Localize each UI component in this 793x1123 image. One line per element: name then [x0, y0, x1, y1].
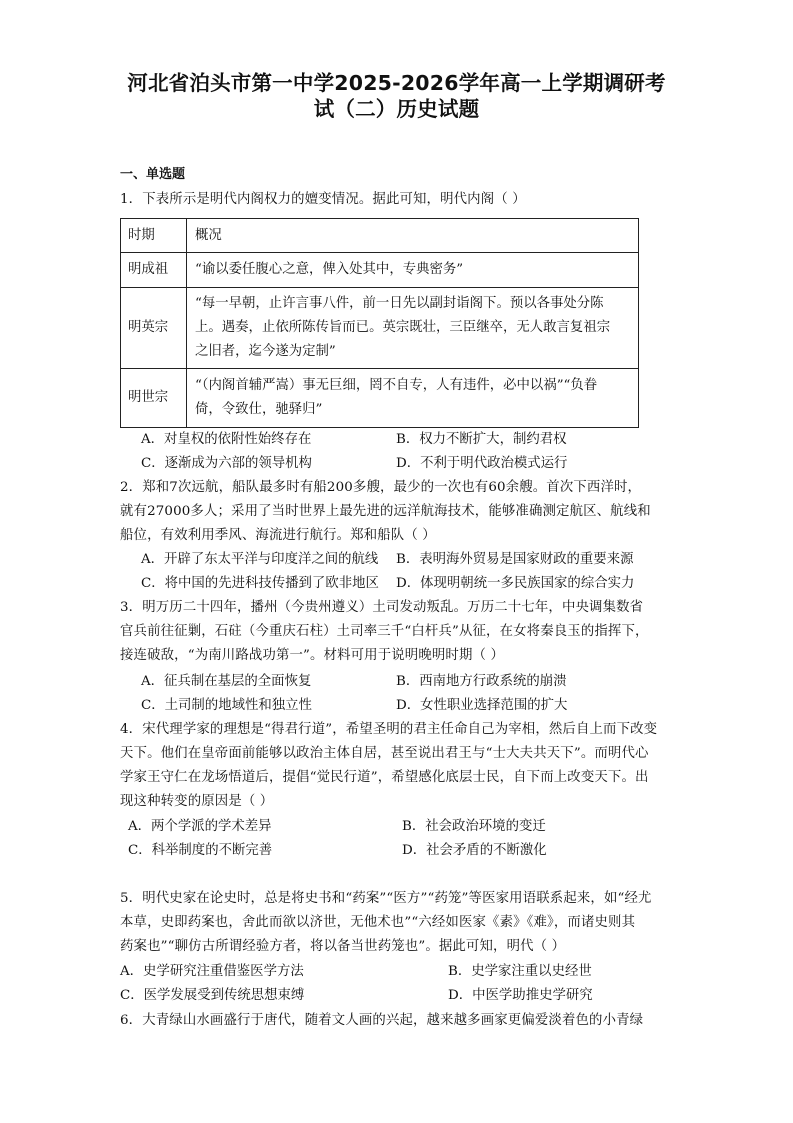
q5-option-c[interactable]: C．医学发展受到传统思想束缚: [120, 988, 305, 1003]
table-cell-description: [187, 253, 639, 288]
q4-stem-line: 天下。他们在皇帝面前能够以政治主体自居，甚至说出君王与“士大夫共天下”。而明代心: [120, 746, 649, 761]
q2-stem-line: 就有27000多人；采用了当时世界上最先进的远洋航海技术，能够准确测定航区、航线和: [120, 504, 651, 519]
table-cell-line: “谕以委任腹心之意，俾入处其中，专典密务”: [195, 262, 464, 277]
q3-option-b[interactable]: B．西南地方行政系统的崩溃: [396, 674, 567, 689]
q5-stem-line: 药案也”“聊仿古所谓经验方者，将以备当世药笼也”。据此可知，明代（ ）: [120, 939, 566, 954]
q5-stem-line: 本草，史即药案也，舍此而欲以济世，无他术也”“六经如医家《素》《难》，而诸史则其: [120, 915, 636, 930]
q2-option-a[interactable]: A．开辟了东太平洋与印度洋之间的航线: [141, 552, 379, 567]
table-row: [121, 253, 639, 288]
q4-stem-line: 现这种转变的原因是（ ）: [120, 794, 274, 809]
q2-stem-line: 船位，有效利用季风、海流进行航行。郑和船队（ ）: [120, 528, 436, 543]
q4-stem-line: 学家王守仁在龙场悟道后，提倡“觉民行道”，希望感化底层士民，自下而上改变天下。出: [120, 770, 649, 785]
table-cell-line: 倚，令致仕，驰驿归”: [195, 402, 323, 417]
q1-stem: 1．下表所示是明代内阁权力的嬗变情况。据此可知，明代内阁（ ）: [120, 192, 526, 207]
table-cell-description: [187, 288, 639, 369]
table-cell-period: 明世宗: [121, 369, 187, 428]
q5-stem-line: 5．明代史家在论史时，总是将史书和“药案”“医方”“药笼”等医家用语联系起来，如“经尤: [120, 891, 652, 906]
table-cell-period: 明成祖: [121, 253, 187, 288]
table-cell-line: 之旧者，迄今遂为定制”: [195, 344, 336, 359]
table-cell-description: [187, 369, 639, 428]
q5-option-b[interactable]: B．史学家注重以史经世: [448, 964, 592, 979]
document-title-line-2: 试（二）历史试题: [313, 97, 480, 121]
table-header-cell: 概况: [187, 219, 639, 253]
q1-option-c[interactable]: C．逐渐成为六部的领导机构: [141, 456, 312, 471]
q2-stem-line: 2．郑和7次远航，船队最多时有船200多艘，最少的一次也有60余艘。首次下西洋时，: [120, 480, 642, 495]
table-header-cell: 时期: [121, 219, 187, 253]
table-cell-line: “每一早朝，止许言事八件，前一日先以副封诣阁下。预以各事处分陈: [195, 296, 604, 311]
q1-option-b[interactable]: B．权力不断扩大，制约君权: [396, 432, 567, 447]
section-heading: 一、单选题: [120, 167, 186, 182]
q3-option-d[interactable]: D．女性职业选择范围的扩大: [396, 698, 568, 713]
table-header-row: [121, 219, 639, 253]
q6-stem-line: 6．大青绿山水画盛行于唐代，随着文人画的兴起，越来越多画家更偏爱淡着色的小青绿: [120, 1013, 644, 1028]
q3-option-c[interactable]: C．土司制的地域性和独立性: [141, 698, 312, 713]
q2-option-d[interactable]: D．体现明朝统一多民族国家的综合实力: [396, 576, 635, 591]
q1-table: [120, 218, 639, 428]
table-cell-period: 明英宗: [121, 288, 187, 369]
table-cell-line: “（内阁首辅严嵩）事无巨细，罔不自专，人有违件，必中以祸”“负眷: [195, 378, 598, 393]
table-cell-line: 上。遇奏，止依所陈传旨而已。英宗既壮，三臣继卒，无人敢言复祖宗: [195, 320, 611, 335]
q3-stem-line: 3．明万历二十四年，播州（今贵州遵义）土司发动叛乱。万历二十七年，中央调集数省: [120, 600, 644, 615]
q5-option-d[interactable]: D．中医学助推史学研究: [448, 988, 593, 1003]
document-title-line-1: 河北省泊头市第一中学2025-2026学年高一上学期调研考: [127, 71, 666, 95]
q3-stem-line: 官兵前往征剿，石砫（今重庆石柱）土司率三千“白杆兵”从征，在女将秦良玉的指挥下，: [120, 624, 649, 639]
q4-option-b[interactable]: B．社会政治环境的变迁: [402, 819, 546, 834]
q4-option-a[interactable]: A．两个学派的学术差异: [128, 819, 272, 834]
q2-option-c[interactable]: C．将中国的先进科技传播到了欧非地区: [141, 576, 379, 591]
q3-stem-line: 接连破敌，“为南川路战功第一”。材料可用于说明晚明时期（ ）: [120, 648, 504, 663]
q5-option-a[interactable]: A．史学研究注重借鉴医学方法: [120, 964, 304, 979]
q4-option-c[interactable]: C．科举制度的不断完善: [128, 843, 273, 858]
q3-option-a[interactable]: A．征兵制在基层的全面恢复: [141, 674, 312, 689]
q4-option-d[interactable]: D．社会矛盾的不断激化: [402, 843, 547, 858]
table-row: [121, 369, 639, 428]
q1-option-a[interactable]: A．对皇权的依附性始终存在: [141, 432, 312, 447]
q4-stem-line: 4．宋代理学家的理想是“得君行道”，希望圣明的君主任命自己为宰相，然后自上而下改变: [120, 722, 658, 737]
q2-option-b[interactable]: B．表明海外贸易是国家财政的重要来源: [396, 552, 634, 567]
table-row: [121, 288, 639, 369]
q1-option-d[interactable]: D．不利于明代政治模式运行: [396, 456, 568, 471]
